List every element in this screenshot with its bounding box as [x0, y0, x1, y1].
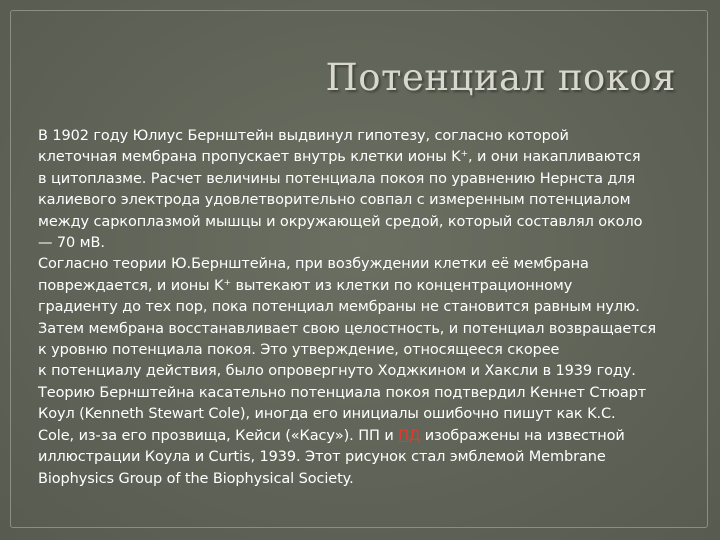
text-line: Коул (Kenneth Stewart Cole), иногда его инициалы ошибочно пишут как K.C.	[38, 406, 616, 423]
text-segment: изображены на известной	[424, 427, 625, 444]
pd-link[interactable]: ПД	[398, 427, 421, 444]
text-line: — 70 мВ.	[38, 235, 105, 252]
text-line: Biophysics Group of the Biophysical Society.	[38, 470, 354, 487]
text-line: к потенциалу действия, было опровергнуто Ходжкином и Хаксли в 1939 году.	[38, 363, 636, 380]
text-line: в цитоплазме. Расчет величины потенциала покоя по уравнению Нернста для	[38, 170, 636, 187]
text-line: между саркоплазмой мышцы и окружающей средой, который составлял около	[38, 213, 643, 230]
text-line: повреждается, и ионы K⁺ вытекают из клетки по концентрационному	[38, 277, 573, 294]
slide-title: Потенциал покоя	[325, 56, 676, 99]
slide-body	[38, 126, 702, 490]
text-line: клеточная мембрана пропускает внутрь клетки ионы K⁺, и они накапливаются	[38, 149, 641, 166]
text-line-with-link	[38, 426, 702, 447]
text-line: Теорию Бернштейна касательно потенциала покоя подтвердил Кеннет Стюарт	[38, 384, 647, 401]
text-line: к уровню потенциала покоя. Это утверждение, относящееся скорее	[38, 342, 560, 359]
text-line: В 1902 году Юлиус Бернштейн выдвинул гипотезу, согласно которой	[38, 128, 569, 144]
text-line: калиевого электрода удовлетворительно совпал с измеренным потенциалом	[38, 192, 631, 209]
text-line: Затем мембрана восстанавливает свою целостность, и потенциал возвращается	[38, 320, 657, 337]
text-line: Согласно теории Ю.Бернштейна, при возбуждении клетки её мембрана	[38, 256, 589, 273]
text-line: иллюстрации Коула и Curtis, 1939. Этот рисунок стал эмблемой Membrane	[38, 449, 606, 466]
text-line: градиенту до тех пор, пока потенциал мембраны не становится равным нулю.	[38, 299, 640, 316]
text-segment: Cole, из-за его прозвища, Кейси («Касу»). ПП и	[38, 427, 399, 444]
